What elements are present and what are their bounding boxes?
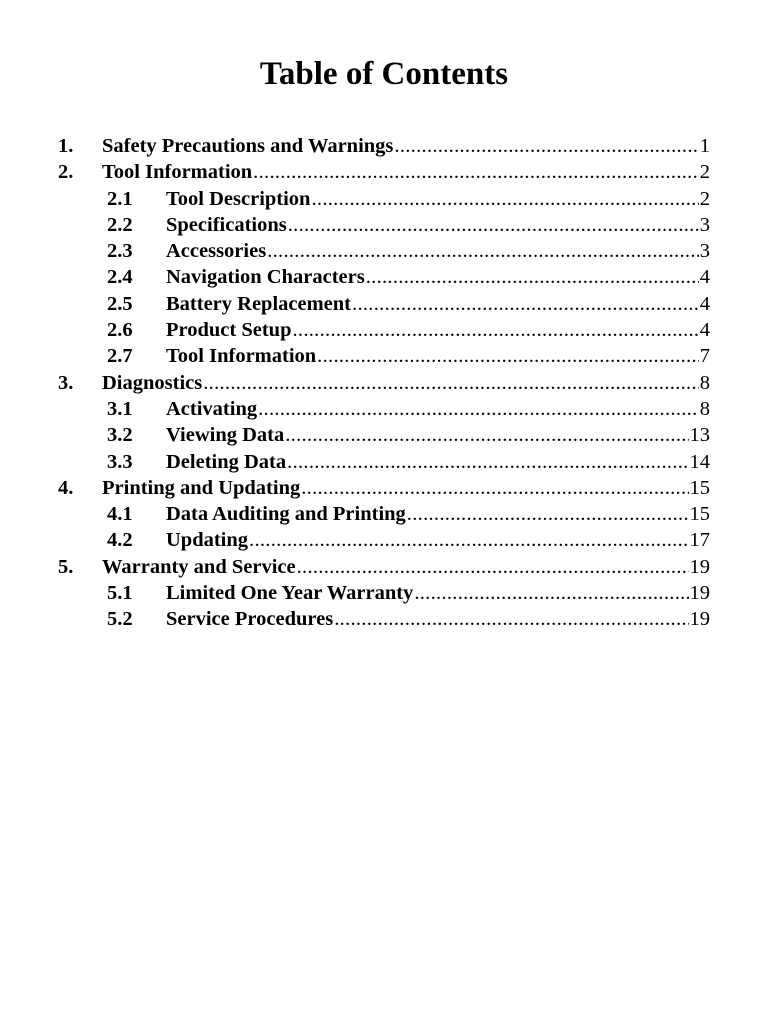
toc-entry-line	[166, 396, 710, 422]
toc-subsection-entry[interactable]	[0, 291, 768, 317]
toc-entry-page-number: 7	[699, 345, 710, 368]
dot-leader	[394, 133, 698, 159]
toc-entry-number: 2.	[58, 161, 74, 184]
toc-entry-line	[102, 475, 710, 501]
toc-entry-title: Accessories	[166, 240, 267, 263]
toc-subsection-entry[interactable]	[0, 186, 768, 212]
toc-entry-page-number: 3	[699, 213, 710, 236]
toc-section-entry[interactable]	[0, 554, 768, 580]
toc-entry-page-number: 19	[689, 555, 710, 578]
toc-entry-title: Diagnostics	[102, 371, 203, 394]
toc-entry-title: Activating	[166, 397, 258, 420]
dot-leader	[203, 370, 699, 396]
toc-entry-title: Service Procedures	[166, 608, 334, 631]
toc-entry-number: 2.1	[107, 187, 133, 210]
toc-subsection-entry[interactable]	[0, 238, 768, 264]
toc-entry-number: 4.	[58, 476, 74, 499]
toc-entry-page-number: 8	[699, 371, 710, 394]
toc-entry-number: 2.6	[107, 319, 133, 342]
toc-entry-title: Safety Precautions and Warnings	[102, 135, 394, 157]
toc-entry-title: Product Setup	[166, 319, 292, 342]
toc-subsection-entry[interactable]	[0, 449, 768, 475]
toc-entry-line	[166, 238, 710, 264]
toc-entry-title: Tool Information	[166, 345, 317, 368]
toc-section-entry[interactable]	[0, 370, 768, 396]
toc-section-entry[interactable]	[0, 475, 768, 501]
dot-leader	[407, 501, 689, 527]
toc-entry-title: Printing and Updating	[102, 476, 301, 499]
dot-leader	[317, 343, 699, 369]
toc-entry-line	[102, 370, 710, 396]
toc-entry-line	[102, 133, 710, 159]
toc-entry-page-number: 4	[699, 266, 710, 289]
dot-leader	[258, 396, 699, 422]
toc-subsection-entry[interactable]	[0, 501, 768, 527]
toc-entry-line	[166, 606, 710, 632]
toc-entry-title: Battery Replacement	[166, 292, 352, 315]
toc-entry-line	[166, 212, 710, 238]
toc-subsection-entry[interactable]	[0, 606, 768, 632]
dot-leader	[287, 449, 688, 475]
toc-subsection-entry[interactable]	[0, 317, 768, 343]
toc-entry-page-number: 14	[689, 450, 710, 473]
toc-entry-number: 5.1	[107, 582, 133, 605]
toc-entry-line	[102, 159, 710, 185]
toc-entry-number: 2.5	[107, 292, 133, 315]
toc-entry-page-number: 3	[699, 240, 710, 263]
toc-entry-number: 3.2	[107, 424, 133, 447]
dot-leader	[292, 317, 698, 343]
toc-entry-page-number: 19	[689, 608, 710, 631]
dot-leader	[301, 475, 688, 501]
toc-entry-number: 4.1	[107, 503, 133, 526]
toc-subsection-entry[interactable]	[0, 422, 768, 448]
dot-leader	[249, 527, 688, 553]
toc-subsection-entry[interactable]	[0, 527, 768, 553]
toc-entry-number: 4.2	[107, 529, 133, 552]
toc-subsection-entry[interactable]	[0, 343, 768, 369]
toc-subsection-entry[interactable]	[0, 396, 768, 422]
toc-entry-page-number: 19	[689, 582, 710, 605]
toc-entry-number: 2.7	[107, 345, 133, 368]
toc-entry-title: Navigation Characters	[166, 266, 365, 289]
toc-entry-page-number: 15	[689, 503, 710, 526]
toc-section-entry[interactable]	[0, 159, 768, 185]
toc-entry-number: 1.	[58, 135, 74, 157]
toc-entry-title: Specifications	[166, 213, 287, 236]
dot-leader	[311, 186, 698, 212]
toc-entry-line	[166, 291, 710, 317]
toc-entry-page-number: 13	[689, 424, 710, 447]
toc-entry-number: 5.	[58, 555, 74, 578]
dot-leader	[334, 606, 688, 632]
toc-entry-page-number: 8	[699, 397, 710, 420]
toc-entry-title: Viewing Data	[166, 424, 285, 447]
dot-leader	[253, 159, 699, 185]
toc-entry-line	[166, 527, 710, 553]
toc-entry-title: Deleting Data	[166, 450, 287, 473]
toc-entry-line	[166, 422, 710, 448]
toc-entry-line	[166, 501, 710, 527]
toc-entry-line	[166, 186, 710, 212]
toc-entry-line	[166, 264, 710, 290]
dot-leader	[414, 580, 688, 606]
dot-leader	[352, 291, 699, 317]
toc-entry-line	[166, 449, 710, 475]
toc-entry-page-number: 1	[699, 135, 710, 157]
toc-entry-page-number: 17	[689, 529, 710, 552]
toc-subsection-entry[interactable]	[0, 212, 768, 238]
toc-entry-line	[166, 580, 710, 606]
toc-entry-title: Limited One Year Warranty	[166, 582, 414, 605]
toc-subsection-entry[interactable]	[0, 580, 768, 606]
page-title: Table of Contents	[259, 56, 509, 92]
toc-entry-number: 3.1	[107, 397, 133, 420]
toc-section-entry[interactable]	[0, 133, 768, 159]
toc-entry-page-number: 4	[699, 319, 710, 342]
toc-entry-number: 3.3	[107, 450, 133, 473]
toc-entry-line	[102, 554, 710, 580]
toc-entry-number: 2.4	[107, 266, 133, 289]
toc-entry-page-number: 4	[699, 292, 710, 315]
toc-entry-line	[166, 317, 710, 343]
dot-leader	[288, 212, 699, 238]
dot-leader	[297, 554, 689, 580]
toc-entry-page-number: 2	[699, 187, 710, 210]
toc-entry-number: 2.2	[107, 213, 133, 236]
toc-entry-page-number: 15	[689, 476, 710, 499]
toc-entry-title: Tool Information	[102, 161, 253, 184]
toc-entry-line	[166, 343, 710, 369]
toc-entry-title: Data Auditing and Printing	[166, 503, 406, 526]
toc-entry-number: 5.2	[107, 608, 133, 631]
toc-entry-title: Tool Description	[166, 187, 311, 210]
toc-entry-page-number: 2	[699, 161, 710, 184]
toc-entry-number: 2.3	[107, 240, 133, 263]
table-of-contents	[0, 133, 768, 633]
toc-entry-title: Warranty and Service	[102, 555, 296, 578]
dot-leader	[267, 238, 699, 264]
toc-entry-title: Updating	[166, 529, 249, 552]
toc-entry-number: 3.	[58, 371, 74, 394]
dot-leader	[285, 422, 688, 448]
dot-leader	[366, 264, 699, 290]
toc-subsection-entry[interactable]	[0, 264, 768, 290]
